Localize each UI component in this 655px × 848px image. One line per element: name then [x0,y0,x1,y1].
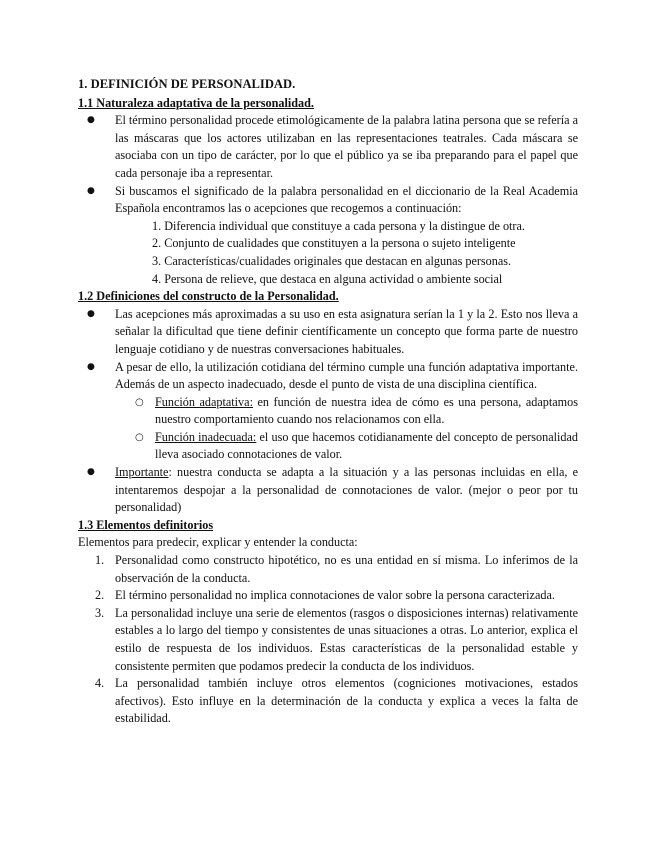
numbered-item [95,587,578,605]
function-label: Función inadecuada: [155,429,257,444]
item-number: 3. [95,605,105,620]
bullet-list-1-2 [78,306,578,517]
item-text: La personalidad incluye una serie de elementos (rasgos o disposiciones internas) relativamente estables a lo largo del tiempo y consistentes de unas situaciones a otras. Lo anterior, explica el estilo de respuesta de los individuos. Estas características de la personalidad estable y consistente permiten que podamos predecir la conducta de los individuos. [115,605,578,673]
list-item: ● Las acepciones más aproximadas a su uso en esta asignatura serían la 1 y la 2. Esto nos lleva a señalar la dificultad que tiene definir científicamente un concepto que forma parte de nuestro lenguaje cotidiano y de nuestras conversaciones habituales. [115,306,578,359]
item-number: 4. [95,676,105,691]
important-label: Importante [115,465,169,480]
numbered-item [95,675,578,728]
acepcion-item: 1. Diferencia individual que constituye a cada persona y la distingue de otra. [152,218,525,233]
list-item [115,464,578,517]
subsection-title-1-2: 1.2 Definiciones del constructo de la Personalidad. [78,289,339,304]
bullet-list-1-1 [78,112,578,288]
list-item [115,359,578,465]
function-item [155,429,578,464]
list-item: ● El término personalidad procede etimológicamente de la palabra latina persona que se refería a las máscaras que los actores utilizaban en las representaciones teatrales. Cada máscara se asociaba con un tipo de carácter, por lo que el público ya se iba preparando para el papel que cada personaje iba a representar. [115,112,578,182]
list-item-text: A pesar de ello, la utilización cotidiana del término cumple una función adaptativa importante. Además de un aspecto inadecuado, desde el punto de vista de una disciplina científica. [115,359,578,392]
item-text: Personalidad como constructo hipotético, no es una entidad en sí misma. Lo inferimos de la observación de la conducta. [115,553,578,585]
acepciones-list [115,218,578,288]
item-number: 2. [95,588,105,603]
item-text: La personalidad también incluye otros elementos (cogniciones motivaciones, estados afectivos). Esto influye en la determinación de la conducta y explica a veces la falta de estabilidad. [115,676,578,726]
acepcion-item: 3. Características/cualidades originales que destacan en algunas personas. [152,253,512,268]
important-text: : nuestra conducta se adapta a la situación y a las personas incluidas en ella, e intentaremos despojar a la personalidad de connotaciones de valor. (mejor o peor por tu personalidad) [115,465,578,515]
list-item-text: Si buscamos el significado de la palabra personalidad en el diccionario de la Real Academia Española encontramos las o acepciones que recogemos a continuación: [115,183,578,216]
function-label: Función adaptativa: [155,394,253,409]
subsection-title-1-1: 1.1 Naturaleza adaptativa de la personalidad. [78,95,314,110]
subsection-title-1-3: 1.3 Elementos definitorios [78,517,214,532]
numbered-item [95,605,578,675]
list-item [115,183,578,289]
document-page [78,76,578,728]
function-list [115,394,578,464]
acepcion-item: 2. Conjunto de cualidades que constituyen a la persona o sujeto inteligente [152,236,516,251]
numbered-item [95,552,578,587]
intro-text: Elementos para predecir, explicar y entender la conducta: [78,535,358,550]
numbered-list [78,552,578,728]
item-text: El término personalidad no implica connotaciones de valor sobre la persona caracterizada. [115,588,555,603]
item-number: 1. [95,553,105,568]
function-text: en función de nuestra idea de cómo es una persona, adaptamos nuestro comportamiento cuando nos relacionamos con ella. [155,394,578,427]
function-item [155,394,578,429]
acepcion-item: 4. Persona de relieve, que destaca en alguna actividad o ambiente social [152,271,503,286]
section-title: 1. DEFINICIÓN DE PERSONALIDAD. [78,77,296,91]
function-text: el uso que hacemos cotidianamente del concepto de personalidad lleva asociado connotaciones de valor. [155,429,578,462]
